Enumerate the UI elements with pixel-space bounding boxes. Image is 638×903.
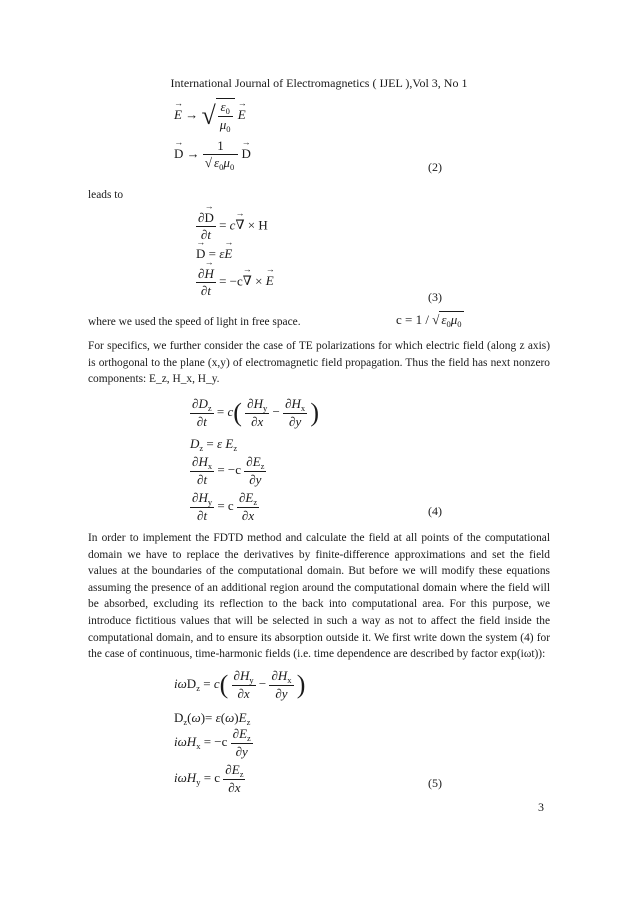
eq2-line2: → D → $\frac{1}{√ \varepsilon_0\mu_0}$ → D (174, 138, 251, 172)
running-header: International Journal of Electromagnetics ( IJEL ),Vol 3, No 1 (170, 76, 468, 90)
eq4-line2: $D_z = \varepsilon$ $E_z$ (190, 436, 238, 453)
speed-of-light-formula: c = 1 / √ $\varepsilon_0\mu_0$ (396, 312, 462, 329)
eq3-line3: $\frac{\partial\to H}{\partial t}$ = −c→ ∇ × → E (196, 266, 274, 299)
equation-number-3: (3) (428, 290, 442, 304)
page-number: 3 (538, 800, 544, 814)
eq5-line3: iωH$_x$ = −c $\frac{\partial E_z}{\partial y}$ (174, 726, 251, 759)
eq5-line4: iωH$_y$ = c $\frac{\partial E_z}{\partial x}$ (174, 762, 244, 795)
eq3-line2: → D = ε→ E (196, 246, 232, 262)
eq5-line1: iωD$_z$ = c( $\frac{\partial H_y}{\partial x}$ − $\frac{\partial H_x}{\partial y}$ ) (174, 668, 306, 701)
paragraph-fdtd: In order to implement the FDTD method and calculate the field at all points of the computational domain we have to replace the derivatives by finite-difference approximations and set the field values at the boundaries of the computational domain. But before we will modify these equations assuming the presence of an additional region around the computational domain where the field will be absorbed, excluding its reflection to the back into computational area. For this purpose, we introduce fictitious values that will be selected in such a way as not to affect the field inside the computational domain, and to ensure its absorption outside it. We first write down the system (4) for the case of continuous, time-harmonic fields (i.e. time dependence are described by factor exp(iωt)): (88, 532, 550, 661)
eq5-line2: $D_z(\omega)= \varepsilon(\omega)E_z$ (174, 710, 251, 727)
equation-number-5: (5) (428, 776, 442, 790)
eq4-line4: $\frac{\partial H_y}{\partial t}$ = c $\frac{\partial E_z}{\partial x}$ (192, 490, 258, 523)
speed-of-light-text: where we used the speed of light in free space. (88, 316, 301, 328)
leads-to-text: leads to (88, 189, 124, 201)
paragraph-specifics: For specifics, we further consider the case of TE polarizations for which electric field (along z axis) is orthogonal to the plane (x,y) of electromagnetic field propagation. Thus the field has next nonzero components: E_z, H_x, H_y. (88, 340, 550, 386)
eq4-line3: $\frac{\partial H_x}{\partial t}$ = −c $\frac{\partial E_z}{\partial y}$ (192, 454, 265, 487)
eq2-line1: → E → √ $\frac{\varepsilon_0}{\mu_0}$ → E (174, 98, 246, 134)
equation-number-4: (4) (428, 504, 442, 518)
equation-number-2: (2) (428, 160, 442, 174)
eq3-line1: $\frac{\partial\to D}{\partial t}$ = c→ ∇ × H (196, 210, 268, 243)
eq4-line1: $\frac{\partial D_z}{\partial t}$ = c( $\frac{\partial H_y}{\partial x}$ − $\frac{\partial H_x}{\partial y}$ ) (192, 396, 320, 429)
